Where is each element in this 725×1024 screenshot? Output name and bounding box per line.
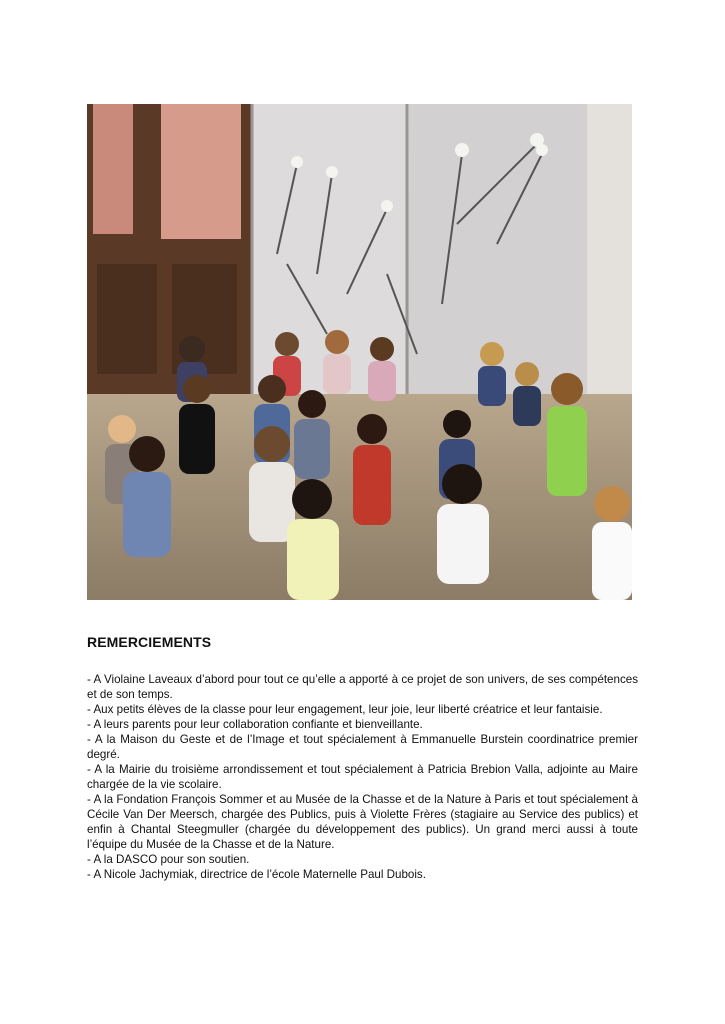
paragraph: - A la Mairie du troisième arrondissement et tout spécialement à Patricia Brebion Valla, adjointe au Maire chargée de la vie scolaire.: [87, 763, 638, 791]
paragraph: - A la Maison du Geste et de l’Image et tout spécialement à Emmanuelle Burstein coordinatrice premier degré.: [87, 733, 638, 761]
heading-remerciements: REMERCIEMENTS: [87, 634, 212, 650]
acknowledgements-list: [87, 672, 638, 882]
paragraph: - A Nicole Jachymiak, directrice de l’école Maternelle Paul Dubois.: [87, 868, 426, 881]
paragraph: - A la Fondation François Sommer et au Musée de la Chasse et de la Nature à Paris et tout spécialement à Cécile Van Der Meersch, chargée des Publics, puis à Violette Frères (stagiaire au Service des publics) et enfin à Chantal Steegmuller (chargée du développement des publics). Un grand merci aussi à toute l’équipe du Musée de la Chasse et de la Nature.: [87, 793, 638, 851]
paragraph: - A leurs parents pour leur collaboration confiante et bienveillante.: [87, 718, 423, 731]
class-group-photo: [87, 104, 632, 600]
paragraph: - A Violaine Laveaux d’abord pour tout ce qu’elle a apporté à ce projet de son univers, de ses compétences et de son temps.: [87, 673, 638, 701]
paragraph: - Aux petits élèves de la classe pour leur engagement, leur joie, leur liberté créatrice et leur fantaisie.: [87, 703, 603, 716]
photo-illustration: [87, 104, 632, 600]
paragraph: - A la DASCO pour son soutien.: [87, 853, 250, 866]
